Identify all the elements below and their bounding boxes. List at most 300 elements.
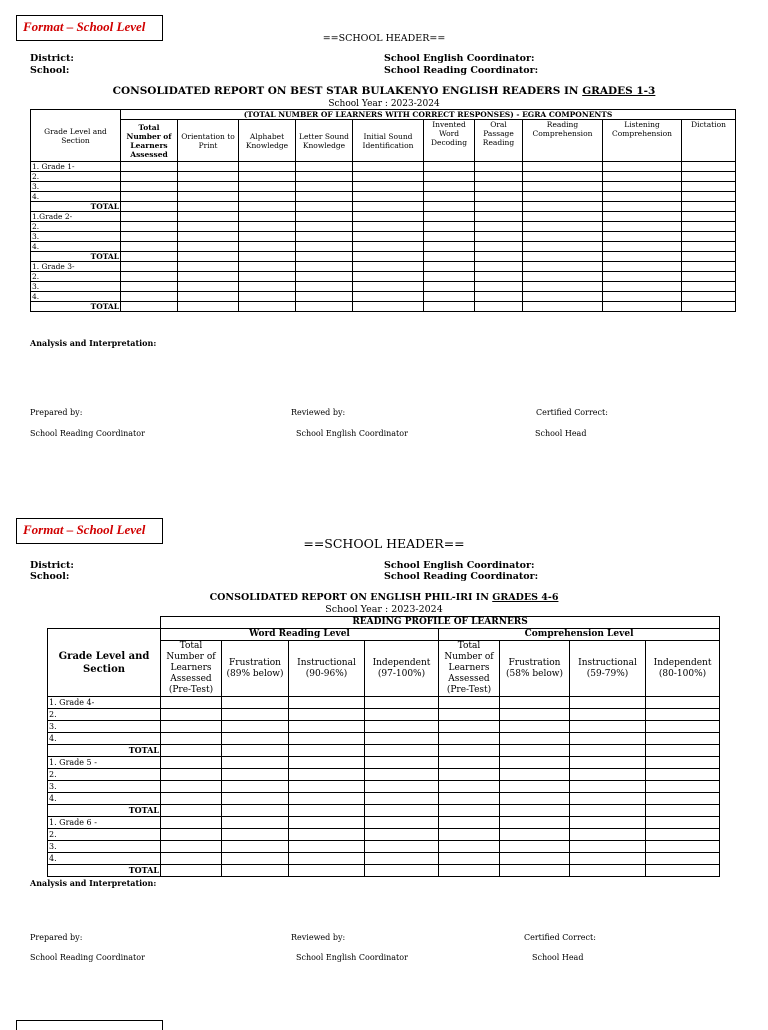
report1-row	[31, 252, 736, 262]
report1-cell[interactable]	[603, 162, 682, 172]
report2-cell[interactable]	[570, 829, 646, 841]
report2-row-label: 2.	[48, 829, 161, 841]
report2-cell[interactable]	[161, 781, 222, 793]
report1-cell[interactable]	[603, 182, 682, 192]
report2-cell[interactable]	[289, 733, 365, 745]
report2-row	[48, 805, 720, 817]
report2-cell[interactable]	[222, 733, 289, 745]
report1-cell[interactable]	[121, 162, 178, 172]
report2-cell[interactable]	[161, 709, 222, 721]
report1-cell[interactable]	[121, 292, 178, 302]
report1-cell[interactable]	[424, 302, 475, 312]
report2-cell[interactable]	[222, 841, 289, 853]
report2-cell[interactable]	[161, 817, 222, 829]
report2-cell[interactable]	[500, 781, 570, 793]
report1-cell[interactable]	[239, 162, 296, 172]
report2-cell[interactable]	[289, 841, 365, 853]
report2-row-label: 2.	[48, 769, 161, 781]
report2-cell[interactable]	[570, 721, 646, 733]
report1-cell[interactable]	[475, 222, 523, 232]
report2-cell[interactable]	[570, 817, 646, 829]
report1-cell[interactable]	[121, 192, 178, 202]
report1-cell[interactable]	[682, 232, 736, 242]
report2-cell[interactable]	[570, 805, 646, 817]
report2-cell[interactable]	[365, 721, 439, 733]
report2-cell[interactable]	[365, 757, 439, 769]
report2-cell[interactable]	[161, 769, 222, 781]
report1-cell[interactable]	[296, 182, 353, 192]
report1-cell[interactable]	[424, 162, 475, 172]
report2-row	[48, 817, 720, 829]
report1-cell[interactable]	[296, 222, 353, 232]
report1-cell[interactable]	[178, 252, 239, 262]
report2-cell[interactable]	[570, 697, 646, 709]
report1-row-label: 1.Grade 2-	[31, 212, 121, 222]
report1-cell[interactable]	[682, 222, 736, 232]
report1-cell[interactable]	[475, 202, 523, 212]
report1-cell[interactable]	[239, 272, 296, 282]
report2-cell[interactable]	[222, 817, 289, 829]
report2-cell[interactable]	[646, 853, 720, 865]
report1-cell[interactable]	[353, 282, 424, 292]
report1-cell[interactable]	[603, 252, 682, 262]
report1-cell[interactable]	[296, 172, 353, 182]
report2-cell[interactable]	[570, 745, 646, 757]
report2-cell[interactable]	[570, 709, 646, 721]
report1-cell[interactable]	[475, 182, 523, 192]
report1-cell[interactable]	[239, 262, 296, 272]
report1-cell[interactable]	[603, 202, 682, 212]
report1-cell[interactable]	[523, 212, 603, 222]
report2-cell[interactable]	[570, 793, 646, 805]
report2-cell[interactable]	[365, 829, 439, 841]
report1-cell[interactable]	[424, 232, 475, 242]
signatory-reading-coordinator-1: School Reading Coordinator	[30, 429, 145, 438]
report1-cell[interactable]	[121, 272, 178, 282]
report1-cell[interactable]	[523, 182, 603, 192]
report1-cell[interactable]	[353, 222, 424, 232]
report2-body	[48, 697, 720, 877]
report1-cell[interactable]	[121, 302, 178, 312]
report2-cell[interactable]	[500, 721, 570, 733]
report1-cell[interactable]	[239, 282, 296, 292]
report1-cell[interactable]	[178, 162, 239, 172]
report1-row	[31, 292, 736, 302]
report1-cell[interactable]	[523, 302, 603, 312]
report1-cell[interactable]	[178, 232, 239, 242]
report1-cell[interactable]	[121, 282, 178, 292]
report2-cell[interactable]	[646, 865, 720, 877]
report1-row-label: 4.	[31, 242, 121, 252]
report1-cell[interactable]	[239, 232, 296, 242]
report1-cell[interactable]	[475, 232, 523, 242]
report2-cell[interactable]	[222, 829, 289, 841]
report2-cell[interactable]	[365, 853, 439, 865]
report2-cell[interactable]	[222, 793, 289, 805]
report1-cell[interactable]	[682, 192, 736, 202]
report1-row	[31, 242, 736, 252]
report2-cell[interactable]	[289, 757, 365, 769]
report1-cell[interactable]	[682, 242, 736, 252]
report2-cell[interactable]	[439, 757, 500, 769]
report2-cell[interactable]	[500, 829, 570, 841]
report1-cell[interactable]	[239, 212, 296, 222]
report1-cell[interactable]	[603, 212, 682, 222]
report1-cell[interactable]	[296, 192, 353, 202]
report2-cell[interactable]	[222, 781, 289, 793]
report1-cell[interactable]	[178, 242, 239, 252]
report1-cell[interactable]	[353, 192, 424, 202]
report2-cell[interactable]	[161, 829, 222, 841]
report1-cell[interactable]	[239, 182, 296, 192]
report1-cell[interactable]	[296, 272, 353, 282]
report2-cell[interactable]	[439, 841, 500, 853]
report1-cell[interactable]	[353, 162, 424, 172]
report1-cell[interactable]	[523, 192, 603, 202]
report2-cell[interactable]	[500, 853, 570, 865]
report1-cell[interactable]	[682, 182, 736, 192]
report1-cell[interactable]	[121, 182, 178, 192]
report1-cell[interactable]	[239, 242, 296, 252]
report1-cell[interactable]	[475, 252, 523, 262]
report1-cell[interactable]	[603, 272, 682, 282]
report2-cell[interactable]	[161, 721, 222, 733]
report1-cell[interactable]	[424, 172, 475, 182]
report2-cell[interactable]	[500, 757, 570, 769]
report1-cell[interactable]	[296, 242, 353, 252]
report1-row-label: TOTAL	[31, 202, 121, 212]
report1-cell[interactable]	[353, 232, 424, 242]
report1-cell[interactable]	[523, 222, 603, 232]
report1-cell[interactable]	[296, 292, 353, 302]
report1-cell[interactable]	[178, 182, 239, 192]
report1-cell[interactable]	[178, 222, 239, 232]
report2-cell[interactable]	[289, 697, 365, 709]
reading-profile-header: READING PROFILE OF LEARNERS	[161, 617, 720, 629]
report2-cell[interactable]	[500, 709, 570, 721]
report1-cell[interactable]	[475, 302, 523, 312]
report2-cell[interactable]	[289, 769, 365, 781]
report1-cell[interactable]	[178, 272, 239, 282]
report2-row	[48, 733, 720, 745]
report1-cell[interactable]	[523, 202, 603, 212]
report2-cell[interactable]	[222, 721, 289, 733]
report2-cell[interactable]	[570, 757, 646, 769]
report1-cell[interactable]	[424, 192, 475, 202]
report1-cell[interactable]	[239, 252, 296, 262]
report2-cell[interactable]	[570, 865, 646, 877]
report1-cell[interactable]	[353, 262, 424, 272]
report2-cell[interactable]	[222, 853, 289, 865]
report1-cell[interactable]	[353, 212, 424, 222]
report1-cell[interactable]	[121, 242, 178, 252]
report1-cell[interactable]	[523, 262, 603, 272]
report1-cell[interactable]	[121, 232, 178, 242]
report2-row	[48, 721, 720, 733]
report1-cell[interactable]	[178, 172, 239, 182]
report1-cell[interactable]	[603, 172, 682, 182]
report1-cell[interactable]	[523, 252, 603, 262]
report1-cell[interactable]	[523, 242, 603, 252]
report1-cell[interactable]	[424, 182, 475, 192]
report2-cell[interactable]	[500, 841, 570, 853]
report1-cell[interactable]	[353, 272, 424, 282]
report2-cell[interactable]	[570, 733, 646, 745]
report1-cell[interactable]	[296, 162, 353, 172]
report2-cell[interactable]	[161, 793, 222, 805]
report2-cell[interactable]	[289, 865, 365, 877]
report1-cell[interactable]	[296, 202, 353, 212]
report1-cell[interactable]	[121, 252, 178, 262]
report1-cell[interactable]	[353, 252, 424, 262]
report2-cell[interactable]	[365, 697, 439, 709]
report2-cell[interactable]	[646, 841, 720, 853]
report1-cell[interactable]	[424, 292, 475, 302]
report1-cell[interactable]	[239, 292, 296, 302]
report1-cell[interactable]	[424, 282, 475, 292]
report2-cell[interactable]	[289, 829, 365, 841]
report2-cell[interactable]	[646, 709, 720, 721]
report1-cell[interactable]	[178, 262, 239, 272]
report2-cell[interactable]	[646, 721, 720, 733]
report2-cell[interactable]	[222, 865, 289, 877]
report2-cell[interactable]	[289, 745, 365, 757]
report1-row	[31, 182, 736, 192]
col-word-total-learners: Total Number of Learners Assessed (Pre-Test)	[161, 641, 222, 697]
report1-cell[interactable]	[178, 282, 239, 292]
reading-coordinator-label: School Reading Coordinator:	[384, 65, 539, 76]
report2-cell[interactable]	[289, 853, 365, 865]
report2-cell[interactable]	[439, 697, 500, 709]
report1-cell[interactable]	[523, 162, 603, 172]
report1-cell[interactable]	[682, 282, 736, 292]
report1-cell[interactable]	[178, 302, 239, 312]
report2-row	[48, 865, 720, 877]
report2-cell[interactable]	[365, 709, 439, 721]
report2-cell[interactable]	[222, 709, 289, 721]
report1-cell[interactable]	[603, 262, 682, 272]
report2-cell[interactable]	[646, 769, 720, 781]
report2-cell[interactable]	[646, 745, 720, 757]
report1-cell[interactable]	[178, 292, 239, 302]
report2-cell[interactable]	[289, 805, 365, 817]
report2-cell[interactable]	[161, 841, 222, 853]
report2-cell[interactable]	[289, 781, 365, 793]
report1-cell[interactable]	[353, 172, 424, 182]
report2-cell[interactable]	[500, 697, 570, 709]
report1-cell[interactable]	[296, 252, 353, 262]
report2-cell[interactable]	[439, 829, 500, 841]
col-comp-independent: Independent (80-100%)	[646, 641, 720, 697]
report2-cell[interactable]	[439, 805, 500, 817]
report1-cell[interactable]	[603, 232, 682, 242]
report1-cell[interactable]	[121, 172, 178, 182]
report2-cell[interactable]	[439, 853, 500, 865]
report2-cell[interactable]	[439, 709, 500, 721]
report2-cell[interactable]	[161, 853, 222, 865]
report2-cell[interactable]	[570, 781, 646, 793]
report1-cell[interactable]	[682, 202, 736, 212]
report1-cell[interactable]	[178, 202, 239, 212]
report2-cell[interactable]	[365, 745, 439, 757]
report2-cell[interactable]	[500, 769, 570, 781]
report2-cell[interactable]	[289, 817, 365, 829]
report1-cell[interactable]	[353, 182, 424, 192]
report1-cell[interactable]	[353, 292, 424, 302]
report2-cell[interactable]	[646, 817, 720, 829]
report2-cell[interactable]	[365, 805, 439, 817]
report1-cell[interactable]	[353, 202, 424, 212]
report1-cell[interactable]	[296, 282, 353, 292]
report1-cell[interactable]	[523, 282, 603, 292]
report2-cell[interactable]	[500, 733, 570, 745]
report1-cell[interactable]	[424, 252, 475, 262]
report1-cell[interactable]	[682, 252, 736, 262]
report1-cell[interactable]	[603, 192, 682, 202]
report2-cell[interactable]	[439, 721, 500, 733]
report1-cell[interactable]	[424, 262, 475, 272]
report2-cell[interactable]	[439, 745, 500, 757]
report1-cell[interactable]	[353, 242, 424, 252]
report1-cell[interactable]	[682, 302, 736, 312]
report1-cell[interactable]	[296, 302, 353, 312]
report1-cell[interactable]	[239, 302, 296, 312]
report2-cell[interactable]	[500, 817, 570, 829]
report1-cell[interactable]	[178, 212, 239, 222]
report1-cell[interactable]	[121, 262, 178, 272]
report2-cell[interactable]	[439, 865, 500, 877]
report2-cell[interactable]	[365, 793, 439, 805]
report2-cell[interactable]	[222, 697, 289, 709]
report1-cell[interactable]	[475, 292, 523, 302]
report2-cell[interactable]	[289, 709, 365, 721]
report1-cell[interactable]	[424, 212, 475, 222]
report1-cell[interactable]	[475, 242, 523, 252]
report1-cell[interactable]	[523, 272, 603, 282]
report2-cell[interactable]	[161, 745, 222, 757]
report2-cell[interactable]	[500, 805, 570, 817]
report1-cell[interactable]	[121, 202, 178, 212]
report1-cell[interactable]	[523, 292, 603, 302]
report1-cell[interactable]	[353, 302, 424, 312]
reviewed-by-2: Reviewed by:	[291, 933, 346, 942]
report1-cell[interactable]	[682, 212, 736, 222]
report2-cell[interactable]	[365, 817, 439, 829]
report2-row	[48, 769, 720, 781]
format-label-box-3	[16, 1020, 163, 1030]
col-comp-instructional: Instructional (59-79%)	[570, 641, 646, 697]
report1-cell[interactable]	[178, 192, 239, 202]
report1-cell[interactable]	[475, 172, 523, 182]
report1-cell[interactable]	[523, 232, 603, 242]
report1-cell[interactable]	[682, 172, 736, 182]
report2-cell[interactable]	[500, 865, 570, 877]
report1-cell[interactable]	[603, 302, 682, 312]
report2-cell[interactable]	[500, 793, 570, 805]
col-reading-comp: Reading Comprehension	[523, 120, 603, 162]
report2-cell[interactable]	[222, 745, 289, 757]
report2-cell[interactable]	[161, 697, 222, 709]
report2-row	[48, 793, 720, 805]
report1-cell[interactable]	[682, 272, 736, 282]
report2-cell[interactable]	[439, 769, 500, 781]
report1-cell[interactable]	[239, 202, 296, 212]
report1-cell[interactable]	[475, 192, 523, 202]
report2-cell[interactable]	[222, 805, 289, 817]
report2-cell[interactable]	[570, 769, 646, 781]
report1-cell[interactable]	[475, 162, 523, 172]
report1-cell[interactable]	[121, 212, 178, 222]
report1-cell[interactable]	[424, 272, 475, 282]
report1-cell[interactable]	[603, 292, 682, 302]
report2-cell[interactable]	[365, 865, 439, 877]
report1-cell[interactable]	[682, 292, 736, 302]
report2-cell[interactable]	[570, 853, 646, 865]
report2-row	[48, 781, 720, 793]
report1-cell[interactable]	[239, 192, 296, 202]
report2-cell[interactable]	[439, 781, 500, 793]
report2-title	[0, 592, 768, 603]
report1-cell[interactable]	[475, 282, 523, 292]
report2-cell[interactable]	[365, 733, 439, 745]
report2-cell[interactable]	[646, 781, 720, 793]
report2-cell[interactable]	[646, 757, 720, 769]
report1-cell[interactable]	[296, 232, 353, 242]
report2-cell[interactable]	[161, 733, 222, 745]
report2-cell[interactable]	[439, 817, 500, 829]
report2-cell[interactable]	[646, 697, 720, 709]
report1-cell[interactable]	[296, 212, 353, 222]
report1-cell[interactable]	[121, 222, 178, 232]
report2-cell[interactable]	[161, 865, 222, 877]
report2-cell[interactable]	[439, 733, 500, 745]
report1-cell[interactable]	[239, 222, 296, 232]
report1-cell[interactable]	[603, 242, 682, 252]
report1-cell[interactable]	[523, 172, 603, 182]
report2-cell[interactable]	[646, 829, 720, 841]
report2-cell[interactable]	[500, 745, 570, 757]
report2-cell[interactable]	[646, 733, 720, 745]
report1-cell[interactable]	[603, 222, 682, 232]
report1-row	[31, 272, 736, 282]
report1-cell[interactable]	[475, 262, 523, 272]
report1-cell[interactable]	[682, 162, 736, 172]
report2-cell[interactable]	[289, 793, 365, 805]
report2-cell[interactable]	[646, 793, 720, 805]
report2-cell[interactable]	[365, 769, 439, 781]
report2-cell[interactable]	[570, 841, 646, 853]
report1-cell[interactable]	[475, 212, 523, 222]
report2-cell[interactable]	[222, 757, 289, 769]
report2-cell[interactable]	[161, 757, 222, 769]
report1-cell[interactable]	[475, 272, 523, 282]
report2-cell[interactable]	[289, 721, 365, 733]
report1-cell[interactable]	[424, 222, 475, 232]
report2-cell[interactable]	[365, 841, 439, 853]
report1-cell[interactable]	[424, 202, 475, 212]
report2-cell[interactable]	[439, 793, 500, 805]
report1-cell[interactable]	[424, 242, 475, 252]
report1-cell[interactable]	[239, 172, 296, 182]
report1-cell[interactable]	[603, 282, 682, 292]
report2-cell[interactable]	[222, 769, 289, 781]
report2-cell[interactable]	[161, 805, 222, 817]
report1-cell[interactable]	[296, 262, 353, 272]
report2-cell[interactable]	[646, 805, 720, 817]
report2-cell[interactable]	[365, 781, 439, 793]
signatory-english-coordinator-1: School English Coordinator	[296, 429, 408, 438]
report1-cell[interactable]	[682, 262, 736, 272]
